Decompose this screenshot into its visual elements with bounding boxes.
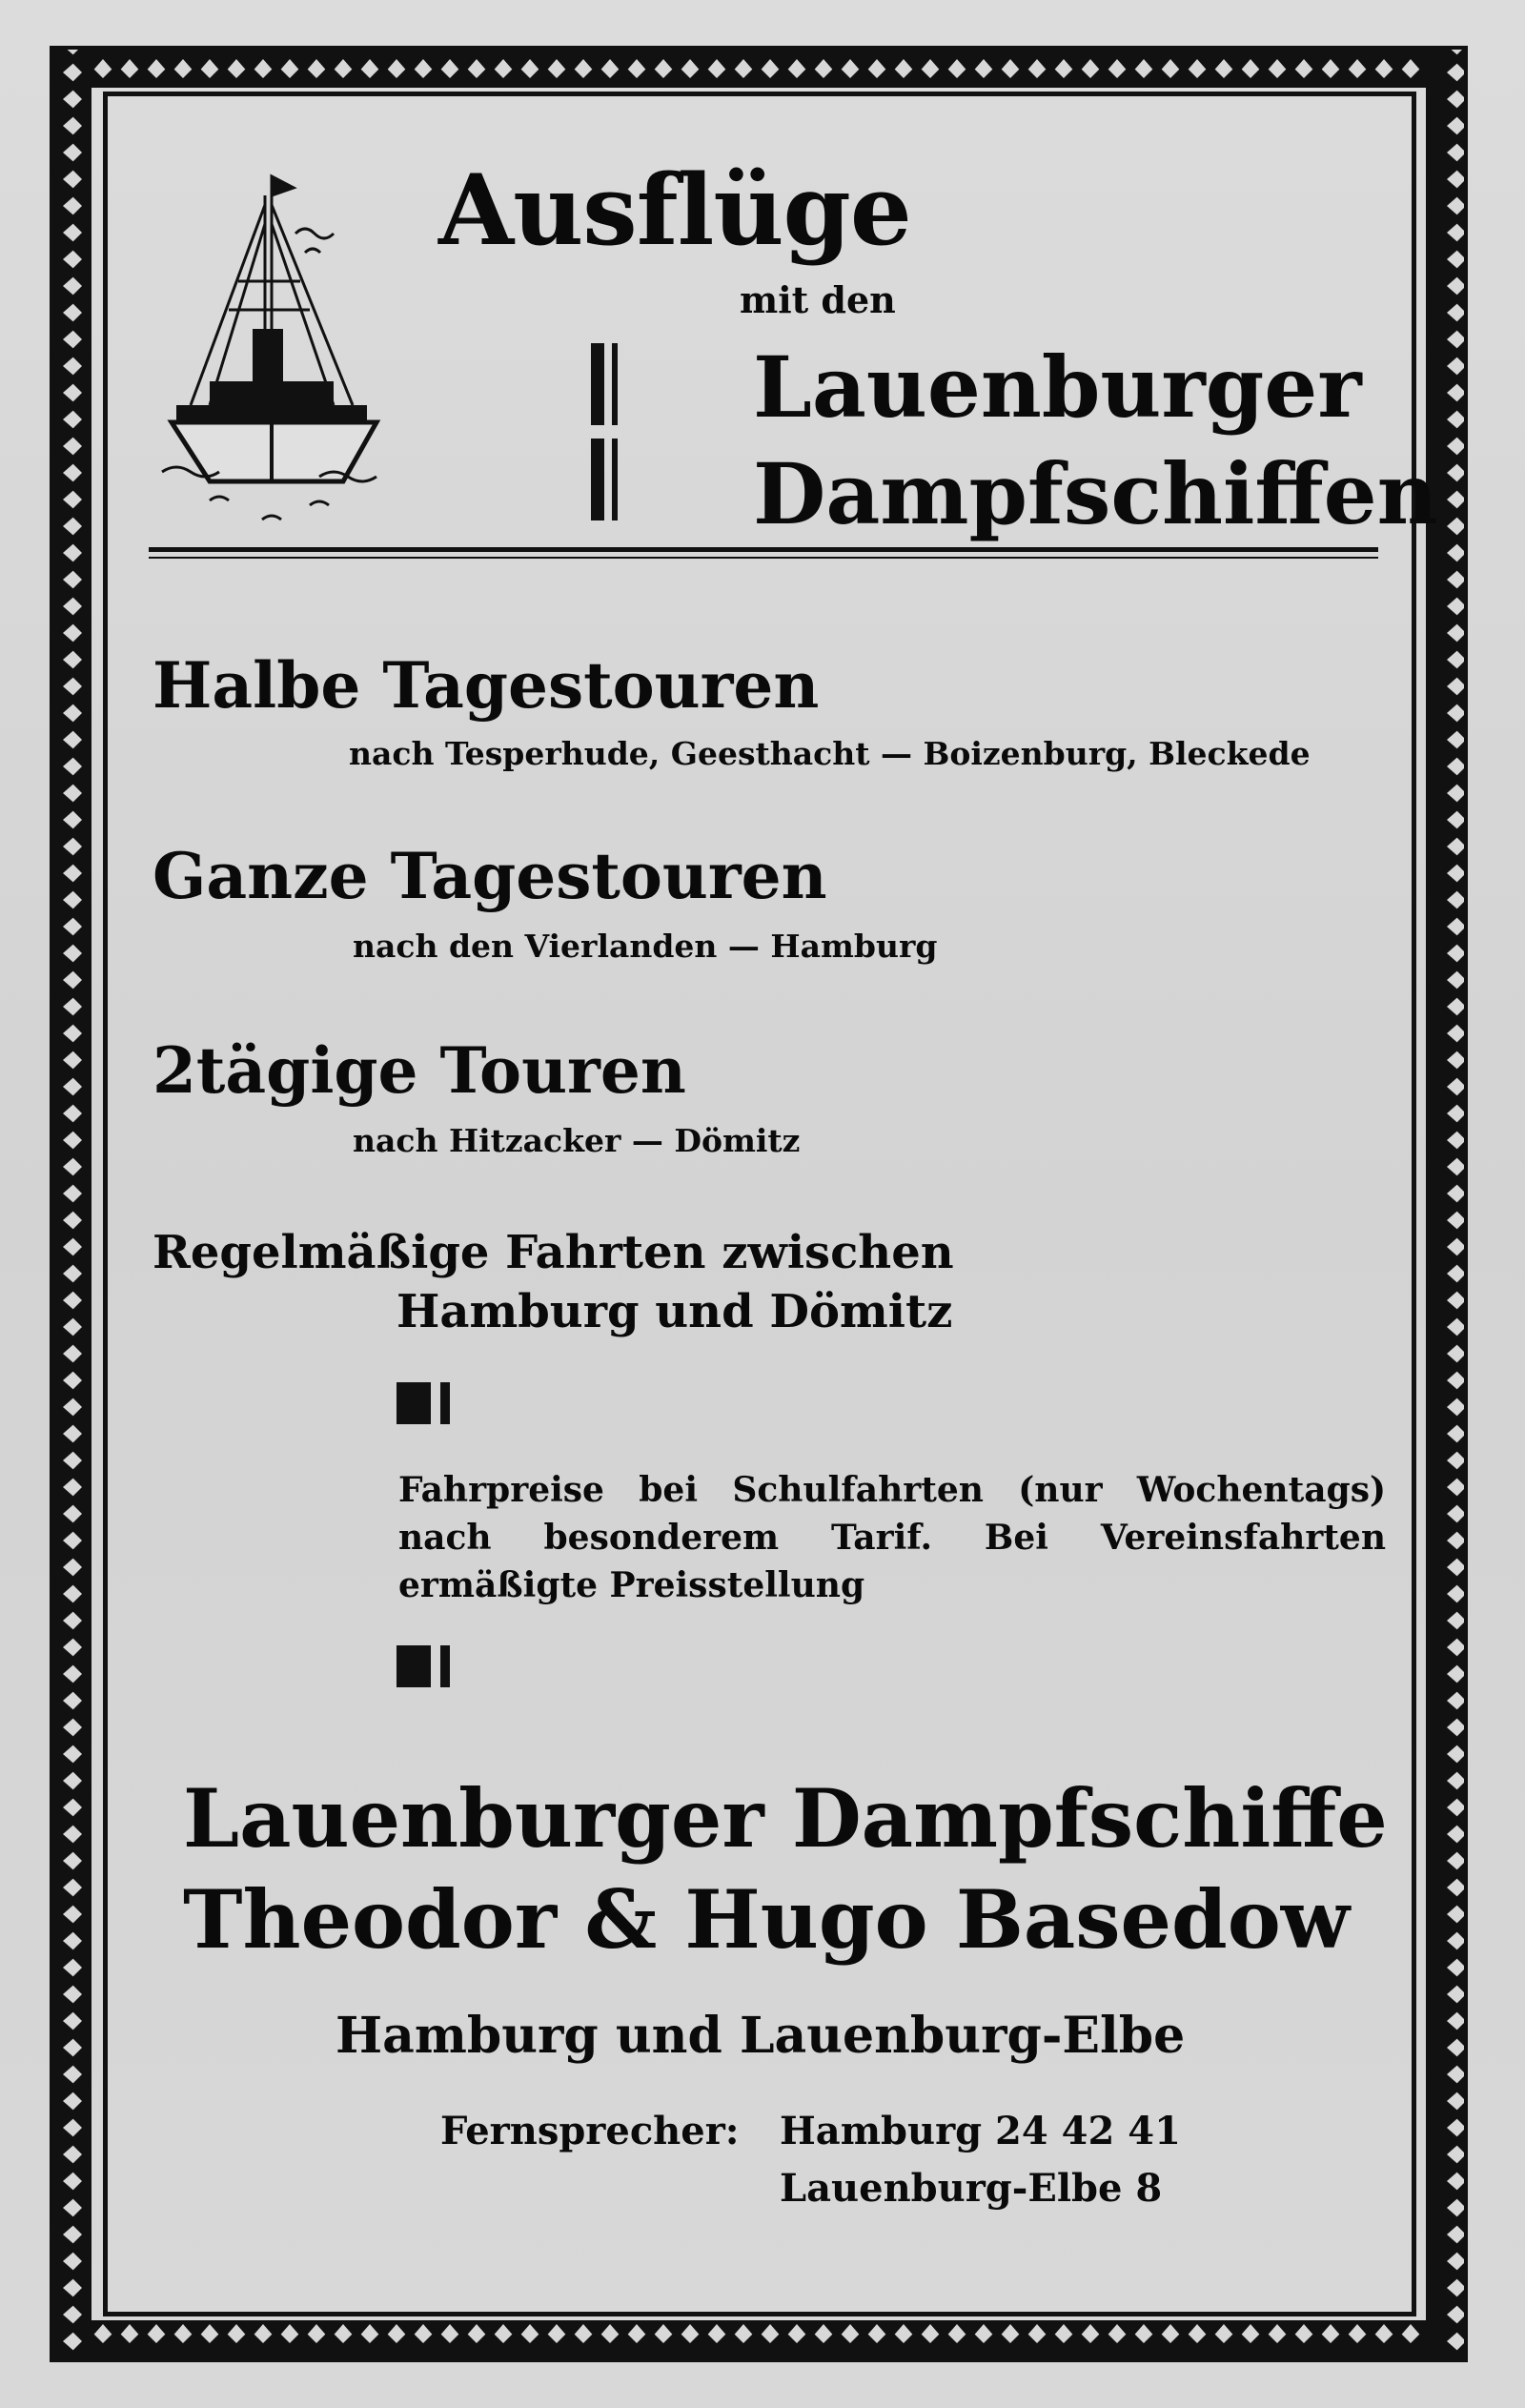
phone-label: Fernsprecher: bbox=[440, 2109, 740, 2153]
tour-title: 2tägige Touren bbox=[152, 1033, 686, 1108]
company-line-2: Dampfschiffen bbox=[753, 444, 1438, 543]
company-line-1: Lauenburger bbox=[753, 337, 1362, 437]
ship-icon bbox=[152, 167, 400, 529]
square-bar-marker-icon bbox=[396, 1645, 450, 1687]
company-name-block bbox=[753, 334, 1438, 547]
regular-service-line-2: Hamburg und Dömitz bbox=[396, 1285, 953, 1338]
regular-service-line-1: Regelmäßige Fahrten zwischen bbox=[152, 1226, 954, 1279]
phone-lauenburg: Lauenburg-Elbe 8 bbox=[780, 2166, 1163, 2211]
owner-names: Theodor & Hugo Basedow bbox=[183, 1872, 1351, 1967]
tour-title: Ganze Tagestouren bbox=[152, 839, 827, 913]
company-name: Lauenburger Dampfschiffe bbox=[183, 1771, 1388, 1866]
divider bbox=[149, 557, 1378, 559]
square-bar-marker-icon bbox=[396, 1382, 450, 1424]
decorative-bars-icon bbox=[591, 439, 618, 520]
divider bbox=[149, 547, 1378, 552]
decorative-bars-icon bbox=[591, 343, 618, 425]
company-cities: Hamburg und Lauenburg-Elbe bbox=[336, 2007, 1186, 2065]
tour-destinations: nach Tesperhude, Geesthacht — Boizenburg, Bleckede bbox=[349, 735, 1311, 772]
page-title: Ausflüge bbox=[438, 153, 911, 268]
tour-destinations: nach den Vierlanden — Hamburg bbox=[353, 928, 938, 965]
fare-note: Fahrpreise bei Schulfahrten (nur Wochentags) nach besonderem Tarif. Bei Vereinsfahrten ermäßigte Preisstellung bbox=[398, 1470, 1386, 1605]
phone-hamburg: Hamburg 24 42 41 bbox=[780, 2109, 1181, 2153]
subtitle: mit den bbox=[740, 278, 896, 321]
tour-destinations: nach Hitzacker — Dömitz bbox=[353, 1122, 801, 1159]
tour-title: Halbe Tagestouren bbox=[152, 648, 820, 723]
